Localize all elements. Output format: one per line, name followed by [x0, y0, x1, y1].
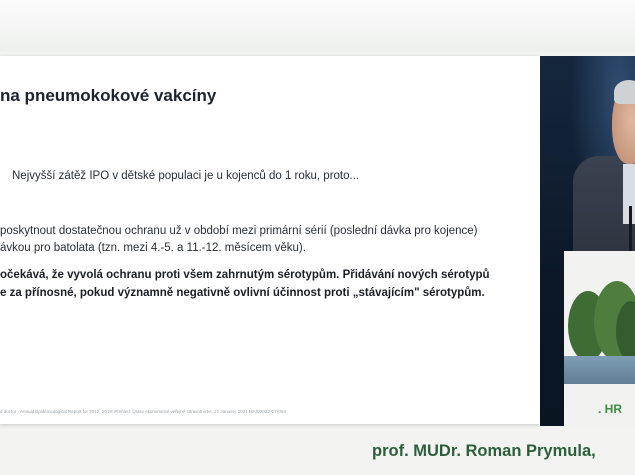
slide-paragraph-1-line-2: ávkou pro batolata (tzn. mezi 4.-5. a 11.-12. měsícem věku). — [0, 242, 306, 254]
podium-banner — [564, 251, 635, 426]
presentation-slide — [0, 56, 540, 424]
speaker-caption: prof. MUDr. Roman Prymula, — [372, 442, 596, 460]
banner-water — [564, 356, 635, 384]
slide-paragraph-1-line-1: poskytnout dostatečnou ochranu už v období mezi primární sérií (poslední dávka pro kojence) — [0, 225, 478, 237]
slide-paragraph-2-line-2: e za přínosné, pokud významně negativně ovlivní účinnost proti „stávajícím" sérotypům. — [0, 287, 485, 299]
slide-paragraph-2-line-1: očekává, že vyvolá ochranu proti všem zahrnutým sérotypům. Přidávání nových sérotypů — [0, 269, 490, 281]
slide-intro-text: Nejvyšší zátěž IPO v dětské populaci je u kojenců do 1 roku, proto... — [12, 170, 360, 182]
top-background-band — [0, 0, 635, 52]
speaker-hair — [614, 80, 635, 104]
slide-footnote: d doctor - Annual Epidemiological Report for 2012, 2018; Přehled: Ústav ekonomické veřejné zdravotnictví, 21 January 2024 MAS/2022 CT/004 — [0, 409, 286, 414]
banner-text: . HR — [598, 402, 622, 416]
slide-title: na pneumokokové vakcíny — [0, 86, 217, 105]
speaker-video-feed — [540, 56, 635, 426]
